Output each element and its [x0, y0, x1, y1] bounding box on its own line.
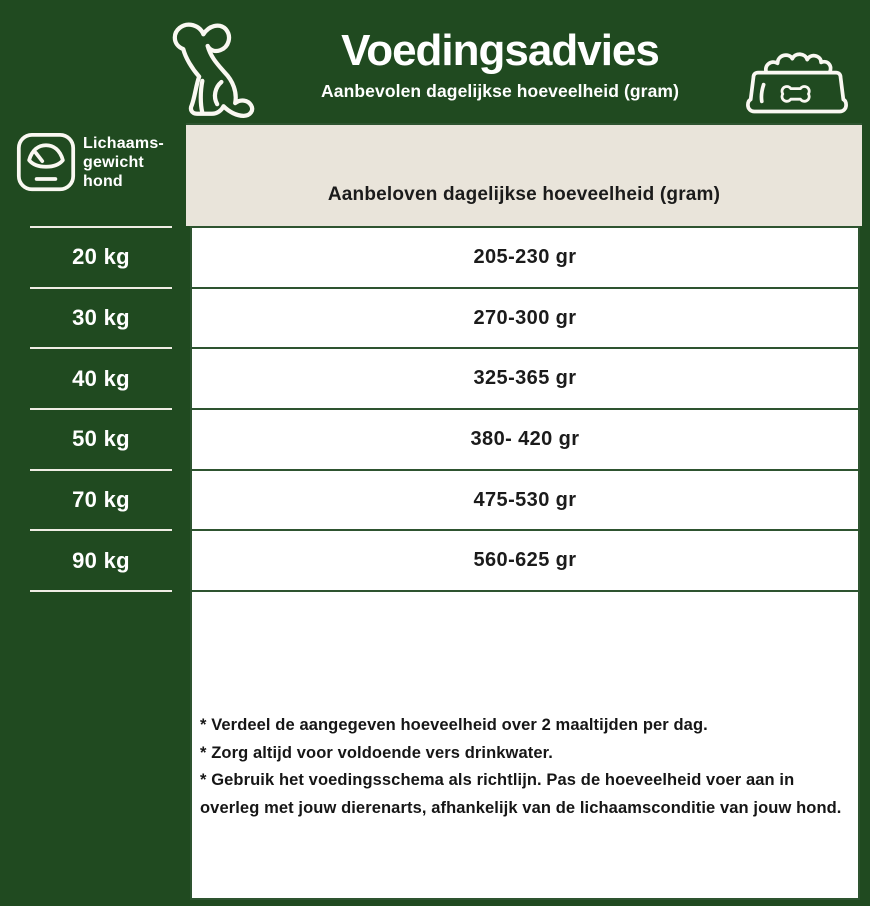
footnotes-box	[190, 590, 860, 900]
amount-value: 560-625 gr	[473, 549, 577, 572]
weight-cell	[30, 226, 172, 287]
amount-value: 270-300 gr	[473, 306, 577, 329]
dog-food-bowl-icon	[742, 42, 852, 118]
table-row	[192, 289, 858, 348]
amount-table	[190, 226, 860, 592]
weight-cell	[30, 287, 172, 348]
weight-column	[30, 226, 172, 592]
row-header-line3: hond	[83, 173, 123, 190]
weight-value: 50 kg	[72, 426, 130, 452]
row-header-line2: gewicht	[83, 154, 144, 171]
page-subtitle: Aanbevolen dagelijkse hoeveelheid (gram)	[321, 81, 679, 101]
amount-value: 325-365 gr	[473, 367, 577, 390]
amount-value: 205-230 gr	[473, 245, 577, 268]
footnote: * Verdeel de aangegeven hoeveelheid over 2 maaltijden per dag.	[200, 716, 708, 734]
weight-cell	[30, 408, 172, 469]
weight-value: 20 kg	[72, 244, 130, 270]
weight-cell	[30, 469, 172, 530]
weight-value: 90 kg	[72, 547, 130, 573]
footnote: * Zorg altijd voor voldoende vers drinkwater.	[200, 743, 553, 762]
column-header-text: Aanbeloven dagelijkse hoeveelheid (gram)	[327, 184, 721, 205]
table-row	[192, 349, 858, 408]
weight-value: 30 kg	[72, 305, 130, 330]
page-title: Voedingsadvies	[341, 26, 659, 75]
weight-cell	[30, 529, 172, 590]
amount-value: 475-530 gr	[473, 488, 577, 511]
table-row	[192, 410, 858, 469]
weight-value: 40 kg	[72, 365, 130, 391]
table-row	[192, 228, 858, 287]
column-header-band	[186, 123, 862, 226]
row-header-label	[83, 134, 164, 191]
weight-scale-icon	[16, 130, 76, 196]
weight-value: 70 kg	[72, 487, 130, 513]
table-row	[192, 531, 858, 590]
row-header-line1: Lichaams-	[83, 135, 164, 152]
header-title-block	[250, 26, 750, 102]
weight-cell	[30, 347, 172, 408]
amount-value: 380- 420 gr	[470, 427, 580, 450]
table-row	[192, 471, 858, 530]
footnote: * Gebruik het voedingsschema als richtlijn. Pas de hoeveelheid voer aan in overleg met jouw dierenarts, afhankelijk van de lichaamsconditie van jouw hond.	[200, 771, 842, 817]
